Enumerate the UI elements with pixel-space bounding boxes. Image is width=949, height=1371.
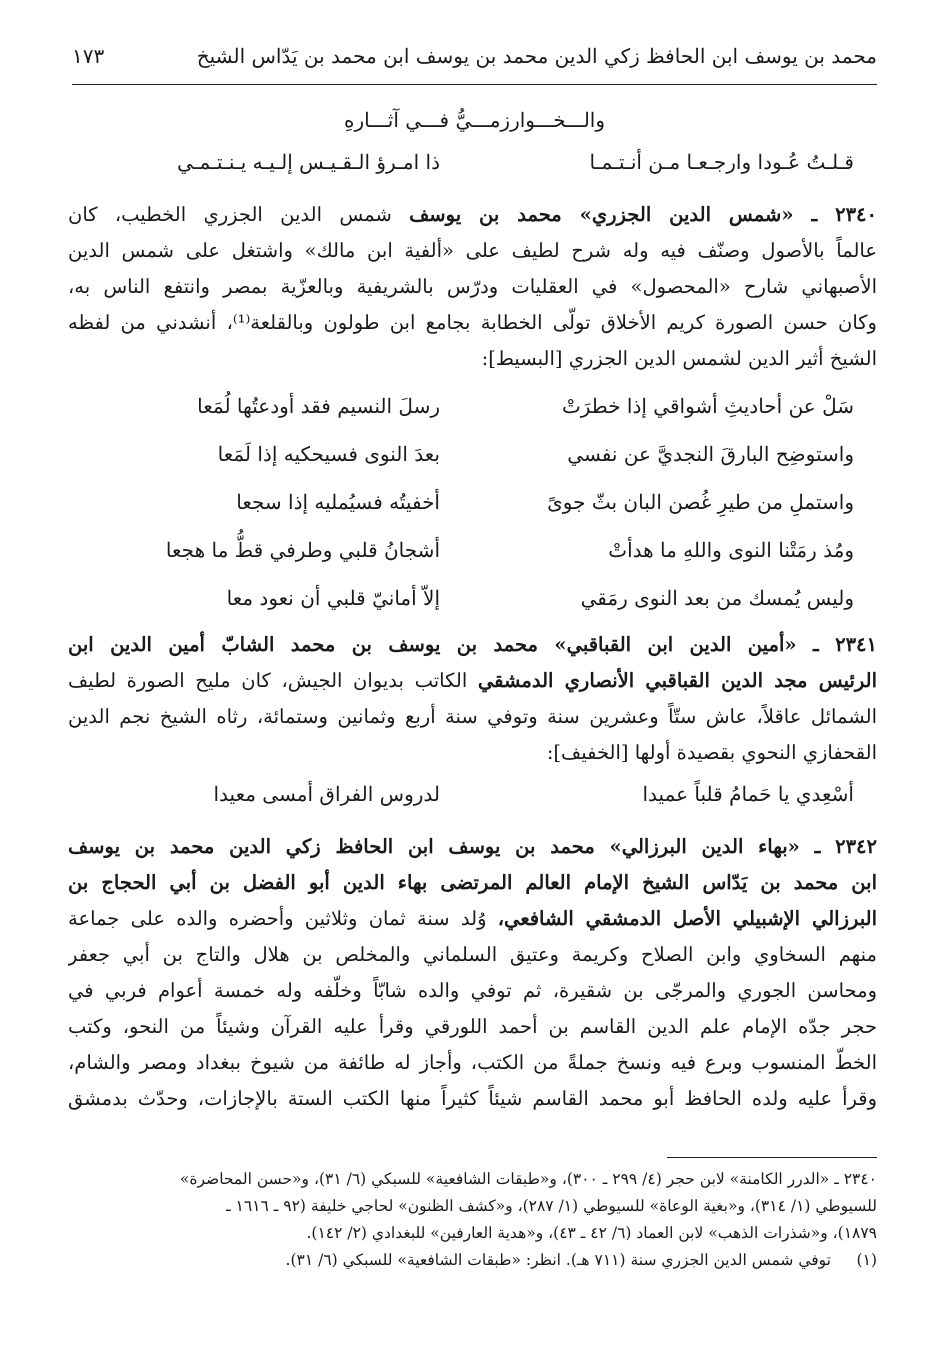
verse-first-hemistich: ومُذ رمَتْنا النوى واللهِ ما هدأتْ xyxy=(608,538,854,562)
paragraph-line: ومحاسن الجوري والمرجّى بن شقيرة، ثم توفي والده شابّاً وخلّفه وله خمسة أعوام فربي في xyxy=(68,979,877,1002)
entry-heading-continued: الرئيس مجد الدين القباقبي الأنصاري الدمشقي xyxy=(477,669,877,692)
verse-row xyxy=(100,490,854,530)
verse-first-hemistich: قـلـتُ عُـودا وارجـعـا مـن أنـتـمـا xyxy=(589,150,854,174)
footnote-text: توفي شمس الدين الجزري سنة (٧١١ هـ). انظر: «طبقات الشافعية» للسبكي (٦/ ٣١). xyxy=(285,1251,831,1269)
running-header xyxy=(72,36,877,76)
paragraph-line: منهم السخاوي وابن الصلاح وكريمة وعتيق السلماني والمخلص بن هلال والتاج بن أبي جعفر xyxy=(68,943,877,966)
verse-first-hemistich: وليس يُمسك من بعد النوى رمَقي xyxy=(580,586,854,610)
paragraph-line xyxy=(68,197,877,233)
line-text: الكاتب بديوان الجيش، كان مليح الصورة لطيف xyxy=(68,669,478,692)
footnote-1 xyxy=(72,1247,877,1274)
verse-second-hemistich: ذا امـرؤ الـقـيـس إلـيـه يـنـتـمـي xyxy=(176,150,440,174)
entry-heading: ٢٣٤٠ ـ «شمس الدين الجزري» محمد بن يوسف xyxy=(409,203,877,226)
verse-second-hemistich: إلاّ أمانيّ قلبي أن نعود معا xyxy=(226,586,440,610)
paragraph-line: الشمائل عاقلاً، عاش ستّاً وعشرين سنة وتوفي سنة أربع وثمانين وستمائة، رثاه الشيخ نجم الدين xyxy=(68,705,877,728)
paragraph-line: الشيخ أثير الدين لشمس الدين الجزري [البسيط]: xyxy=(481,347,877,370)
verse-second-hemistich: بعدَ النوى فسيحكيه إذا لَمَعا xyxy=(217,442,440,466)
entry-2342-paragraph xyxy=(68,829,877,1117)
verse-row xyxy=(100,394,854,434)
footnote-number: (١) xyxy=(856,1251,877,1269)
source-note-line: ١٨٧٩)، و«شذرات الذهب» لابن العماد (٦/ ٤٢ ـ ٤٣)، و«هدية العارفين» للبغدادي (٢/ ١٤٢). xyxy=(306,1224,877,1242)
paragraph-line: عالماً بالأصول وصنّف فيه وله شرح لطيف على «ألفية ابن مالك» واشتغل على شمس الدين xyxy=(68,239,877,262)
paragraph-line: القحفازي النحوي بقصيدة أولها [الخفيف]: xyxy=(546,741,877,764)
verse-second-hemistich: لدروس الفراق أمسى معيدا xyxy=(213,782,440,806)
paragraph-line: الخطّ المنسوب وبرع فيه ونسخ جملةً من الكتب، وأجاز له طائفة من شيوخ ببغداد ومصر والشام، xyxy=(68,1051,877,1074)
running-title: محمد بن يوسف ابن الحافظ زكي الدين محمد بن يوسف ابن محمد بن يَدّاس الشيخ xyxy=(196,44,877,68)
paragraph-line: الأصبهاني شارح «المحصول» في العقليات ودرّس بالشريفية وبالعزّية بمصر وانتفع الناس به، xyxy=(68,275,877,298)
entry-2340-paragraph xyxy=(68,197,877,377)
entry-heading: ٢٣٤١ ـ «أمين الدين ابن القباقبي» محمد بن يوسف بن محمد الشابّ أمين الدين ابن xyxy=(68,633,877,656)
footnotes xyxy=(72,1166,877,1274)
paragraph-line: وقرأ عليه ولده الحافظ أبو محمد القاسم شيئاً كثيراً منها الكتب الستة بالإجازات، وحدّث بدمشق xyxy=(68,1087,877,1110)
line-text: وُلد سنة ثمان وثلاثين وأحضره والده على جماعة xyxy=(68,907,498,930)
verse-first-hemistich: واستوضِح البارقَ النجديَّ عن نفسي xyxy=(567,442,854,466)
verse-first-hemistich: سَلْ عن أحاديثِ أشواقي إذا خطرَتْ xyxy=(561,394,854,418)
verse-row xyxy=(100,442,854,482)
header-rule xyxy=(72,84,877,85)
verse-row xyxy=(100,150,854,190)
verse-second-hemistich: رسلَ النسيم فقد أودعتُها لُمَعا xyxy=(197,394,440,418)
footnote-rule xyxy=(667,1157,877,1158)
verse-row xyxy=(100,782,854,822)
entry-heading: ٢٣٤٢ ـ «بهاء الدين البرزالي» محمد بن يوسف ابن الحافظ زكي الدين محمد بن يوسف xyxy=(68,835,877,858)
source-note-line: ٢٣٤٠ ـ «الدرر الكامنة» لابن حجر (٤/ ٢٩٩ ـ ٣٠٠)، و«طبقات الشافعية» للسبكي (٦/ ٣١)، و«حسن المحاضرة» xyxy=(179,1170,877,1188)
line-text: شمس الدين الجزري الخطيب، كان xyxy=(68,203,410,226)
paragraph-line: وكان حسن الصورة كريم الأخلاق تولّى الخطابة بجامع ابن طولون وبالقلعة⁽¹⁾، أنشدني من لفظه xyxy=(68,311,877,334)
entry-2341-paragraph xyxy=(68,627,877,771)
paragraph-line: حجر جدّه الإمام علم الدين القاسم بن أحمد اللورقي وقرأ عليه القرآن وشيئاً من النحو، وكتب xyxy=(68,1015,877,1038)
paragraph-line xyxy=(68,901,877,937)
page-number: ١٧٣ xyxy=(72,44,105,68)
verse-second-hemistich: أشجانُ قلبي وطرفي قطُّ ما هجعا xyxy=(165,538,440,562)
centered-verse-line: والـــخـــوارزمـــيُّ فـــي آثـــارهِ xyxy=(344,108,605,132)
verse-first-hemistich: أسْعِدي يا حَمامُ قلباً عميدا xyxy=(642,782,854,806)
verse-row xyxy=(100,538,854,578)
verse-second-hemistich: أخفيتُه فسيُمليه إذا سجعا xyxy=(236,490,440,514)
entry-heading-continued: البرزالي الإشبيلي الأصل الدمشقي الشافعي، xyxy=(497,907,877,930)
paragraph-line xyxy=(68,663,877,699)
source-note-line: للسيوطي (١/ ٣١٤)، و«بغية الوعاة» للسيوطي (١/ ٢٨٧)، و«كشف الظنون» لحاجي خليفة (٩٢ ـ ١٦١٦ ـ xyxy=(226,1197,877,1215)
verse-first-hemistich: واستملِ من طيرِ غُصن البان بثّ جوىً xyxy=(547,490,854,514)
verse-row xyxy=(100,586,854,626)
entry-heading-continued: ابن محمد بن يَدّاس الشيخ الإمام العالم المرتضى بهاء الدين أبو الفضل بن أبي الحجاج بن xyxy=(68,871,877,894)
